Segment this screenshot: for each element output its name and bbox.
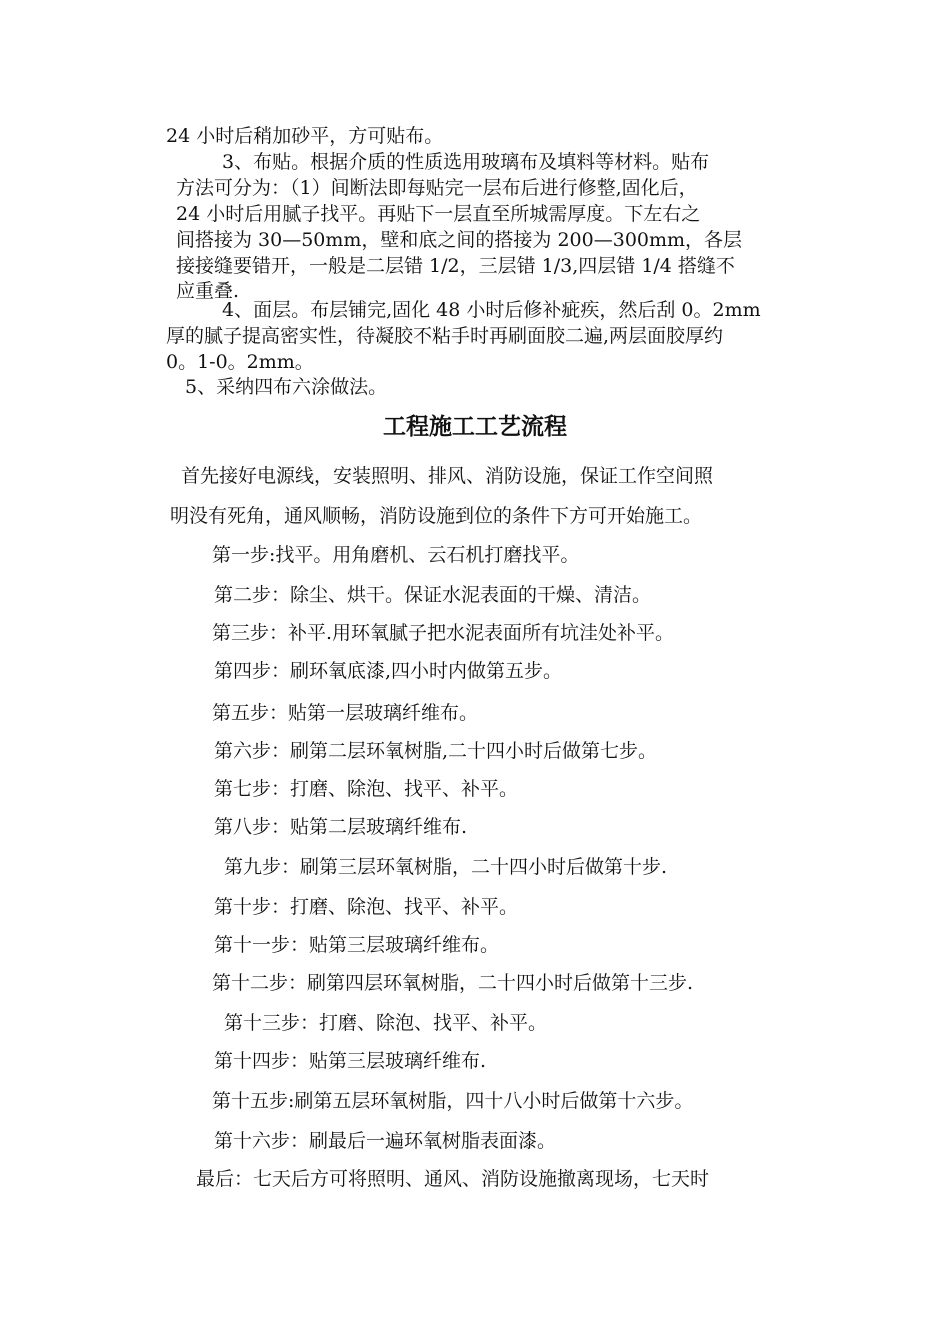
- step-item: 第十三步：打磨、除泡、找平、补平。: [224, 1012, 548, 1034]
- step-item: 第十二步：刷第四层环氧树脂，二十四小时后做第十三步.: [212, 972, 694, 994]
- step-item: 第十一步：贴第三层玻璃纤维布。: [214, 934, 500, 956]
- intro-line: 明没有死角，通风顺畅，消防设施到位的条件下方可开始施工。: [170, 505, 703, 527]
- step-item: 第十五步:刷第五层环氧树脂，四十八小时后做第十六步。: [212, 1090, 694, 1112]
- paragraph-line: 厚的腻子提高密实性，待凝胶不粘手时再刷面胶二遍,两层面胶厚约: [166, 325, 724, 347]
- step-item: 第六步：刷第二层环氧树脂,二十四小时后做第七步。: [214, 740, 658, 762]
- paragraph-line: 3、布贴。根据介质的性质选用玻璃布及填料等材料。贴布: [222, 151, 710, 173]
- paragraph-line: 24 小时后稍加砂平，方可贴布。: [166, 125, 444, 147]
- intro-line: 首先接好电源线，安装照明、排风、消防设施，保证工作空间照: [181, 465, 714, 487]
- paragraph-line: 应重叠.: [176, 280, 240, 302]
- step-item: 第十六步：刷最后一遍环氧树脂表面漆。: [214, 1130, 557, 1152]
- step-item: 第四步：刷环氧底漆,四小时内做第五步。: [214, 660, 563, 682]
- section-title: 工程施工工艺流程: [383, 414, 567, 440]
- paragraph-line: 4、面层。布层铺完,固化 48 小时后修补疵疾，然后刮 0。2mm: [222, 299, 761, 321]
- step-item: 第一步:找平。用角磨机、云石机打磨找平。: [212, 544, 580, 566]
- step-item: 第十步：打磨、除泡、找平、补平。: [214, 896, 519, 918]
- step-item: 第二步：除尘、烘干。保证水泥表面的干燥、清洁。: [214, 584, 652, 606]
- paragraph-line: 0。1-0。2mm。: [166, 351, 314, 373]
- paragraph-line: 接接缝要错开，一般是二层错 1/2，三层错 1/3,四层错 1/4 搭缝不: [176, 255, 735, 277]
- paragraph-line: 间搭接为 30—50mm，壁和底之间的搭接为 200—300mm，各层: [176, 229, 743, 251]
- step-item: 第十四步：贴第三层玻璃纤维布.: [214, 1050, 487, 1072]
- final-line: 最后：七天后方可将照明、通风、消防设施撤离现场，七天时: [196, 1168, 710, 1190]
- step-item: 第七步：打磨、除泡、找平、补平。: [214, 778, 519, 800]
- step-item: 第五步：贴第一层玻璃纤维布。: [212, 702, 479, 724]
- step-item: 第三步：补平.用环氧腻子把水泥表面所有坑洼处补平。: [212, 622, 675, 644]
- step-item: 第八步：贴第二层玻璃纤维布.: [214, 816, 468, 838]
- paragraph-line: 方法可分为：（1）间断法即每贴完一层布后进行修整,固化后，: [176, 177, 698, 199]
- paragraph-line: 24 小时后用腻子找平。再贴下一层直至所城需厚度。下左右之: [176, 203, 701, 225]
- paragraph-line: 5、采纳四布六涂做法。: [185, 376, 388, 398]
- step-item: 第九步：刷第三层环氧树脂，二十四小时后做第十步.: [224, 856, 668, 878]
